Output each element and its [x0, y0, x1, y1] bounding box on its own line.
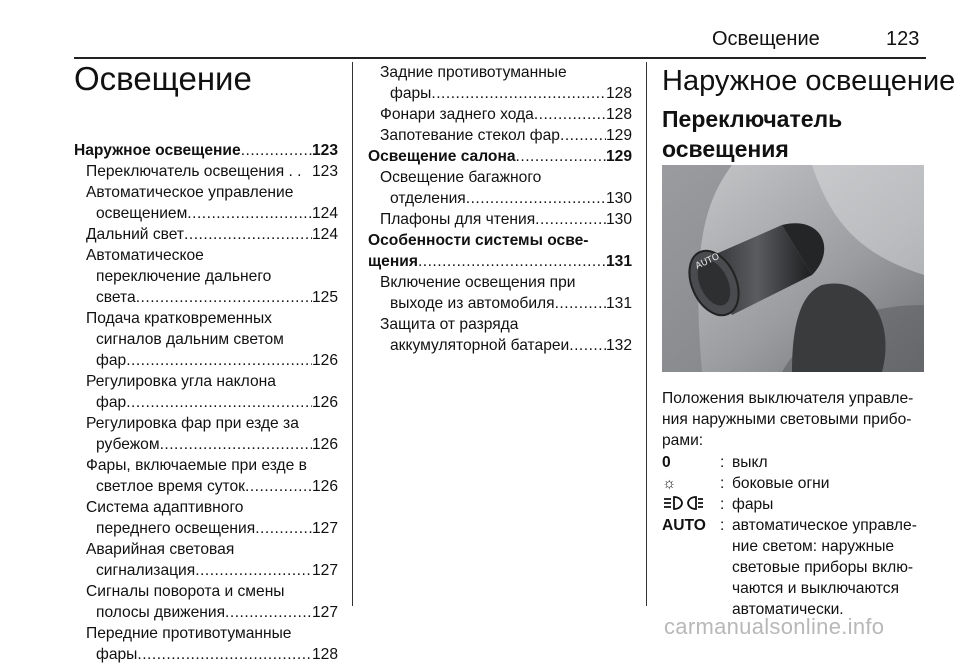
toc-entry[interactable] — [74, 602, 338, 623]
toc-entry-page: 127 — [311, 562, 338, 579]
toc-leader-dots — [466, 188, 606, 209]
toc-entry[interactable] — [368, 104, 632, 125]
toc-entry[interactable] — [74, 308, 338, 329]
toc-entry-title: Дальний свет — [86, 226, 185, 243]
toc-entry-title: Автоматическое управление — [86, 184, 294, 201]
toc-entry[interactable] — [368, 146, 632, 167]
toc-entry[interactable] — [74, 371, 338, 392]
toc-entry-title: света — [96, 289, 136, 306]
toc-entry-title: Автоматическое — [86, 247, 204, 264]
legend-colon: : — [720, 454, 725, 471]
legend-colon: : — [720, 496, 725, 513]
light-switch-illustration — [662, 165, 924, 372]
toc-entry-page: 129 — [605, 148, 632, 165]
toc-leader-dots — [137, 644, 312, 665]
toc-leader-dots — [418, 251, 606, 272]
toc-entry-page: 130 — [605, 190, 632, 207]
legend-colon: : — [720, 475, 725, 492]
toc-entry-page: 127 — [311, 520, 338, 537]
toc-leader-dots — [126, 392, 312, 413]
toc-entry-page: 131 — [605, 295, 632, 312]
toc-entry[interactable] — [74, 350, 338, 371]
toc-entry-page: 128 — [311, 646, 338, 663]
toc-entry-title: Запотевание стекол фар — [380, 127, 560, 144]
toc-entry-title: Фары, включаемые при езде в — [86, 457, 307, 474]
toc-entry-page: 131 — [605, 253, 632, 270]
toc-entry[interactable] — [74, 455, 338, 476]
legend — [662, 452, 932, 620]
toc-entry-title: Освещение салона — [368, 148, 516, 165]
toc-leader-dots — [195, 560, 312, 581]
toc-entry[interactable] — [74, 539, 338, 560]
legend-item — [662, 494, 932, 515]
legend-item — [662, 473, 932, 494]
toc-entry-title: полосы движения — [96, 604, 226, 621]
toc-entry-title: Система адаптивного — [86, 499, 244, 516]
headlight-icon — [662, 494, 720, 515]
toc-entry[interactable] — [74, 140, 338, 161]
toc-entry-title: переднего освещения — [96, 520, 256, 537]
toc-entry-title: сигналов дальним светом — [96, 331, 284, 348]
toc-middle — [368, 62, 632, 356]
toc-entry-page: 128 — [605, 106, 632, 123]
toc-entry[interactable] — [74, 392, 338, 413]
toc-entry-page: 126 — [311, 478, 338, 495]
toc-leader-dots — [241, 140, 312, 161]
toc-entry-title: светлое время суток — [96, 478, 245, 495]
toc-entry-title: Переключатель освещения . . — [86, 163, 302, 180]
toc-entry-title: фар — [96, 352, 127, 369]
toc-entry[interactable] — [74, 245, 338, 266]
toc-entry[interactable] — [368, 188, 632, 209]
toc-leader-dots — [569, 335, 606, 356]
legend-item — [662, 452, 932, 473]
toc-entry[interactable] — [74, 329, 338, 350]
toc-entry[interactable] — [368, 272, 632, 293]
toc-leader-dots — [431, 83, 606, 104]
toc-entry-page: 126 — [311, 436, 338, 453]
toc-entry[interactable] — [74, 560, 338, 581]
toc-entry-title: фары — [96, 646, 138, 663]
toc-leader-dots — [126, 350, 312, 371]
running-title: Освещение — [712, 28, 820, 50]
legend-description: выкл — [732, 454, 768, 471]
toc-leader-dots — [555, 293, 606, 314]
figure-caption — [662, 388, 932, 620]
toc-entry[interactable] — [368, 83, 632, 104]
toc-entry[interactable] — [368, 209, 632, 230]
toc-entry[interactable] — [368, 230, 632, 251]
toc-entry-title: щения — [368, 253, 418, 270]
toc-entry-page: 129 — [605, 127, 632, 144]
toc-leader-dots — [255, 518, 312, 539]
toc-entry-title: аккумуляторной батареи — [390, 337, 570, 354]
toc-entry[interactable] — [74, 413, 338, 434]
toc-entry-title: Аварийная световая — [86, 541, 235, 558]
toc-entry[interactable] — [74, 644, 338, 665]
toc-entry-title: Защита от разряда — [380, 316, 519, 333]
toc-entry[interactable] — [74, 518, 338, 539]
toc-entry-title: Подача кратковременных — [86, 310, 272, 327]
toc-entry-title: рубежом — [96, 436, 160, 453]
toc-entry[interactable] — [368, 125, 632, 146]
toc-entry-title: Особенности системы осве- — [368, 232, 589, 249]
toc-entry-title: Наружное освещение — [74, 142, 241, 159]
toc-entry-title: Задние противотуманные — [380, 64, 567, 81]
toc-entry-page: 126 — [311, 394, 338, 411]
legend-item — [662, 515, 932, 620]
toc-entry-title: Фонари заднего хода — [380, 106, 534, 123]
toc-entry-title: выходе из автомобиля — [390, 295, 555, 312]
toc-entry-title: переключение дальнего — [96, 268, 272, 285]
toc-entry-page: 124 — [311, 226, 338, 243]
watermark: carmanualsonline.info — [664, 614, 885, 639]
legend-description: автоматическое управле-ние светом: наружные световые приборы вклю-чаются и выключаются автоматически. — [732, 517, 917, 618]
subsection-title-line1: Переключатель — [662, 106, 843, 132]
column-divider-1 — [352, 62, 353, 606]
toc-left — [74, 140, 338, 665]
toc-entry[interactable] — [74, 497, 338, 518]
toc-leader-dots — [225, 602, 312, 623]
toc-entry[interactable] — [74, 476, 338, 497]
toc-entry-title: отделения — [390, 190, 466, 207]
toc-leader-dots — [534, 104, 606, 125]
toc-entry-title: сигнализация — [96, 562, 196, 579]
toc-entry-page: 126 — [311, 352, 338, 369]
legend-description: боковые огни — [732, 475, 830, 492]
toc-leader-dots — [136, 287, 312, 308]
toc-entry[interactable] — [74, 434, 338, 455]
toc-entry[interactable] — [368, 293, 632, 314]
toc-leader-dots — [245, 476, 312, 497]
toc-entry-page: 123 — [311, 142, 338, 159]
toc-entry-title: Регулировка фар при езде за — [86, 415, 299, 432]
toc-leader-dots — [187, 203, 312, 224]
toc-entry[interactable] — [74, 161, 338, 182]
toc-entry[interactable] — [74, 266, 338, 287]
legend-description: фары — [732, 496, 774, 513]
toc-entry[interactable] — [368, 335, 632, 356]
toc-entry[interactable] — [368, 167, 632, 188]
section-title: Наружное освещение — [662, 65, 956, 97]
toc-entry-page: 128 — [605, 85, 632, 102]
toc-entry-page: 127 — [311, 604, 338, 621]
toc-entry[interactable] — [74, 182, 338, 203]
toc-leader-dots — [160, 434, 312, 455]
toc-entry-title: Регулировка угла наклона — [86, 373, 276, 390]
toc-entry-page: 132 — [605, 337, 632, 354]
toc-entry-title: фар — [96, 394, 127, 411]
light-switch-photo — [662, 165, 924, 372]
toc-entry-page: 125 — [311, 289, 338, 306]
caption-text: Положения выключателя управле-ния наружными световыми прибо-рами: — [662, 390, 914, 449]
toc-entry-title: освещением — [96, 205, 188, 222]
column-divider-2 — [646, 62, 647, 606]
legend-colon: : — [720, 517, 725, 534]
svg-text:AUTO: AUTO — [694, 251, 722, 272]
toc-entry-title: Сигналы поворота и смены — [86, 583, 285, 600]
toc-leader-dots — [184, 224, 312, 245]
toc-entry-page: 130 — [605, 211, 632, 228]
subsection-title — [662, 104, 842, 164]
toc-leader-dots — [560, 125, 606, 146]
toc-entry-page: 124 — [311, 205, 338, 222]
toc-entry-title: Плафоны для чтения — [380, 211, 536, 228]
chapter-title: Освещение — [74, 60, 252, 97]
toc-entry-page: 123 — [311, 163, 338, 180]
toc-entry[interactable] — [368, 62, 632, 83]
toc-leader-dots — [535, 209, 606, 230]
toc-entry[interactable] — [368, 314, 632, 335]
toc-entry[interactable] — [74, 623, 338, 644]
subsection-title-line2: освещения — [662, 136, 789, 162]
toc-entry-title: Передние противотуманные — [86, 625, 292, 642]
side-light-icon: ☼ — [662, 475, 677, 492]
toc-leader-dots — [516, 146, 606, 167]
page-number: 123 — [886, 28, 920, 50]
toc-entry-title: Включение освещения при — [380, 274, 576, 291]
toc-entry[interactable] — [368, 251, 632, 272]
toc-entry[interactable] — [74, 287, 338, 308]
zero-symbol-icon: 0 — [662, 454, 671, 471]
toc-entry-title: Освещение багажного — [380, 169, 542, 186]
auto-symbol-icon: AUTO — [662, 517, 706, 534]
toc-entry-title: фары — [390, 85, 432, 102]
toc-entry[interactable] — [74, 203, 338, 224]
toc-entry[interactable] — [74, 581, 338, 602]
toc-entry[interactable] — [74, 224, 338, 245]
